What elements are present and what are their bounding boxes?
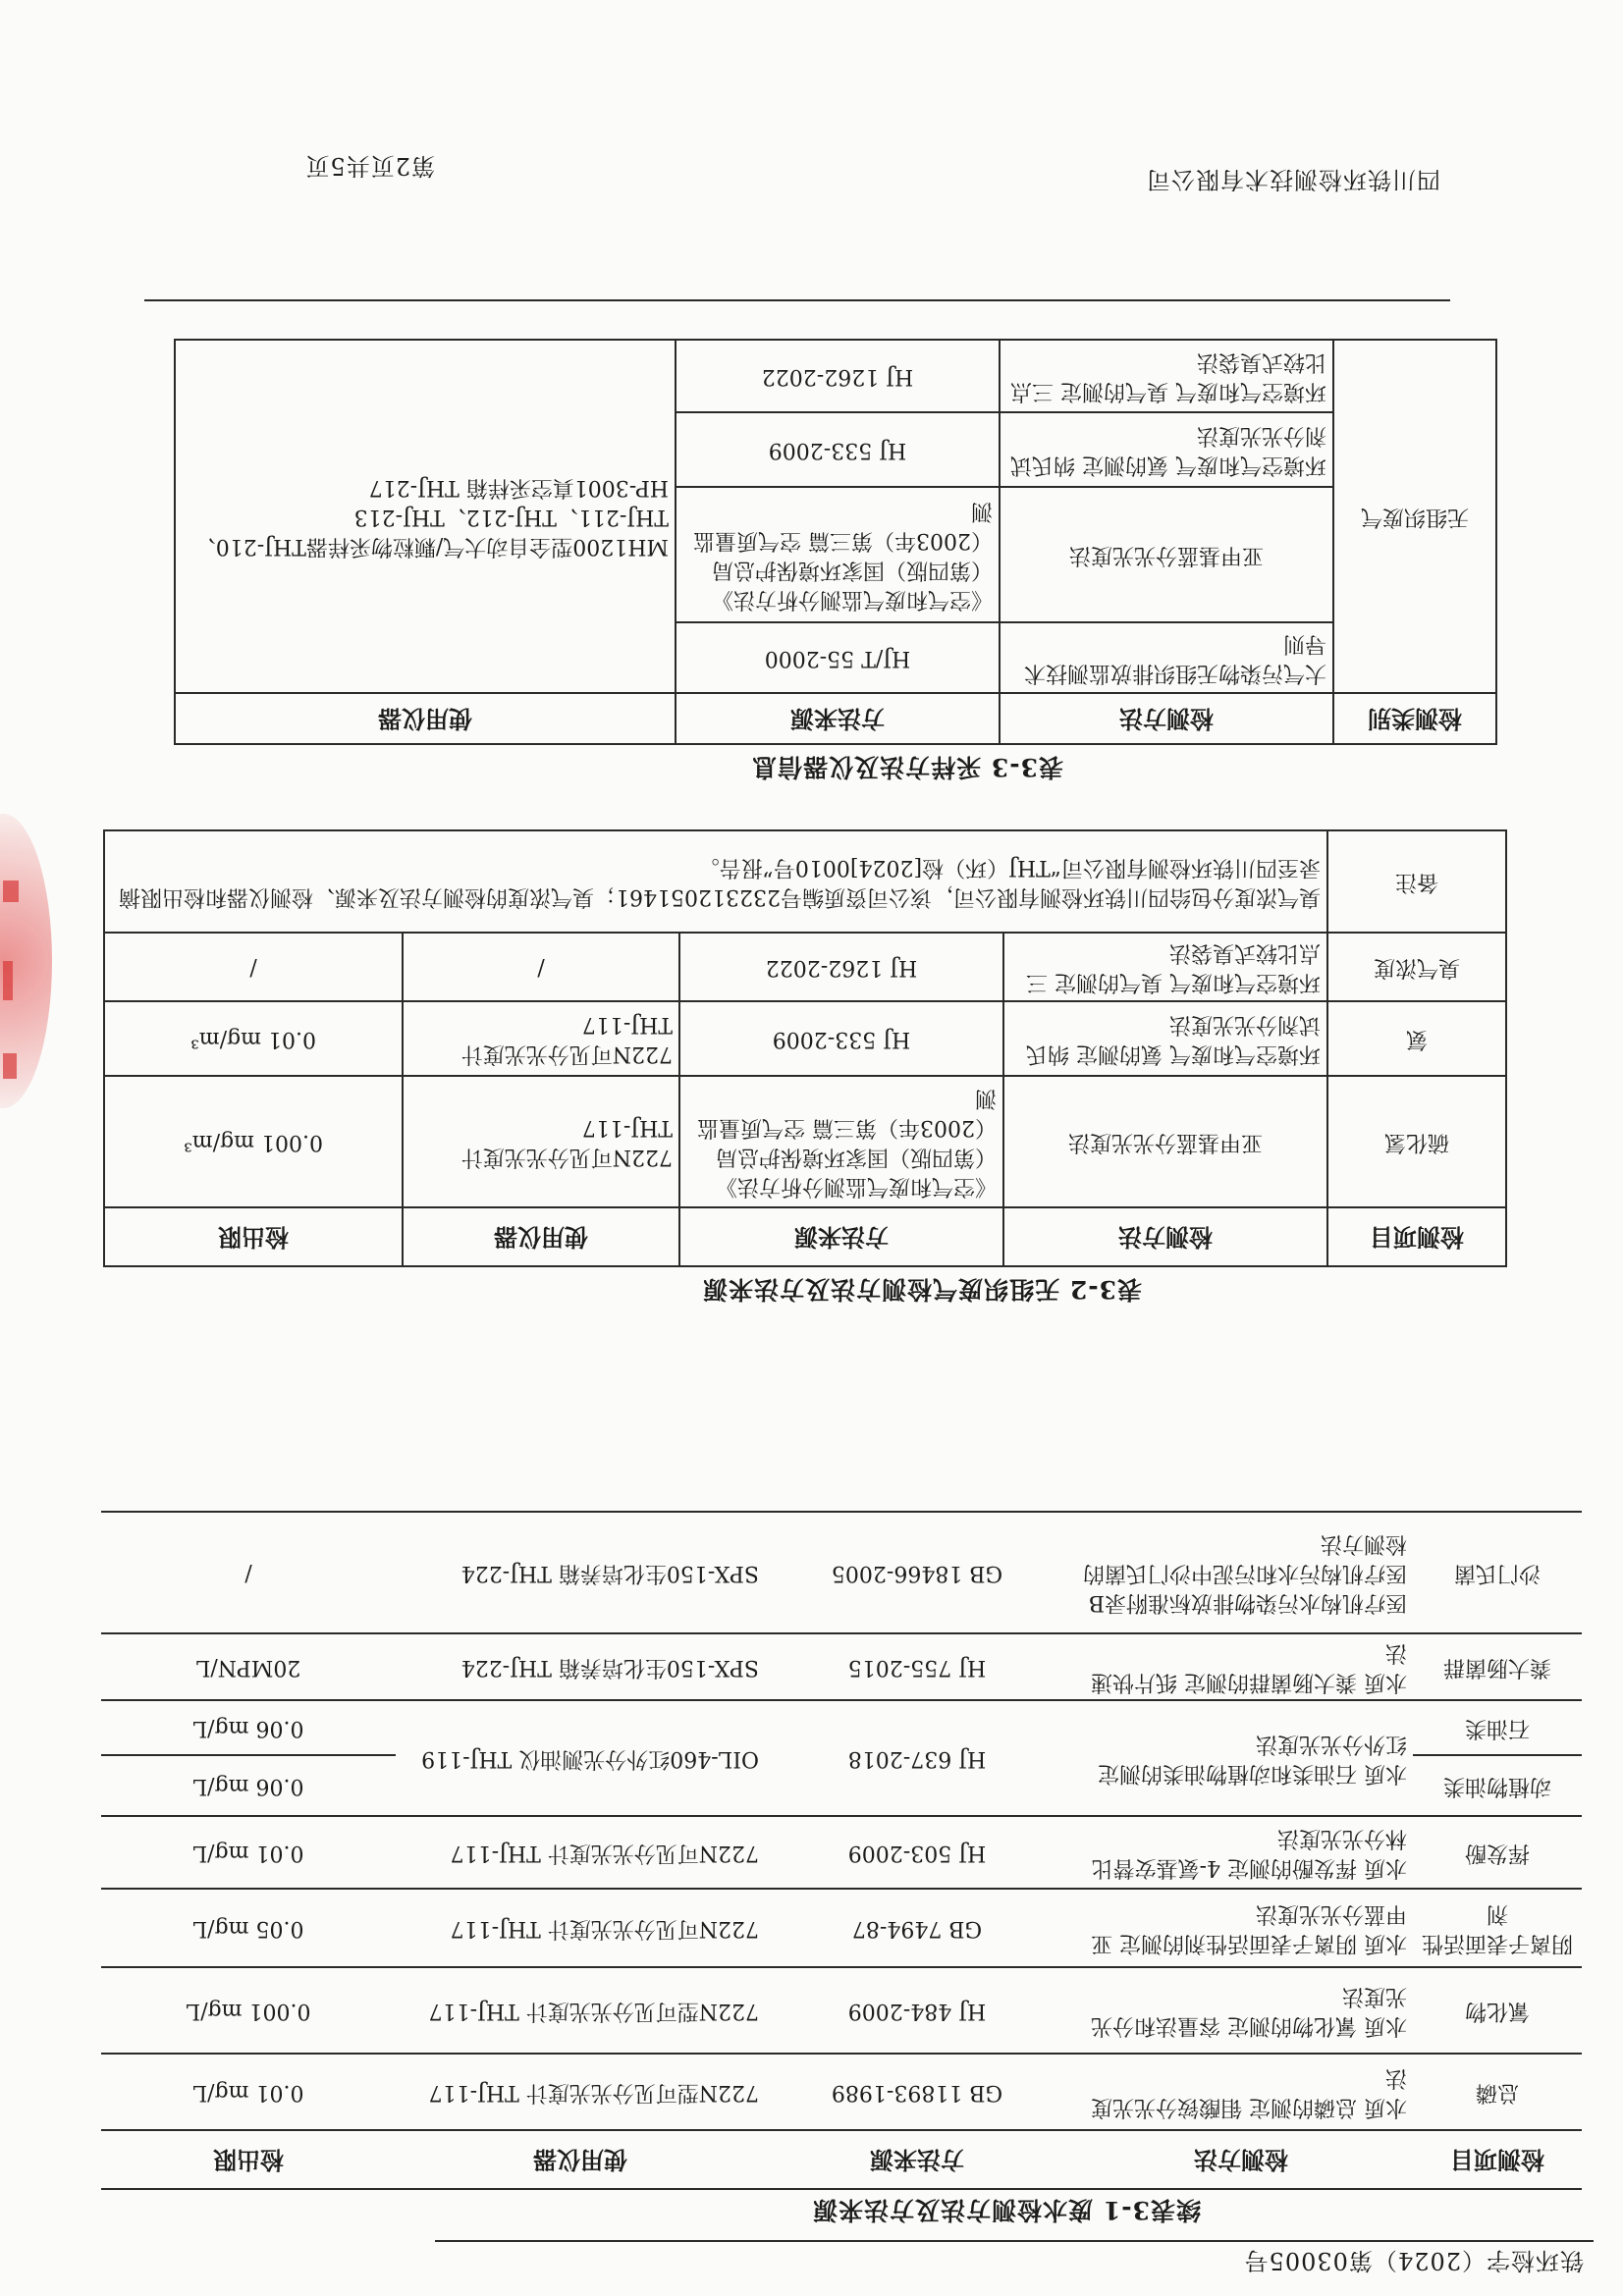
col-header: 检测方法 [1069,2130,1413,2189]
item-cell: 氨 [1327,1001,1506,1076]
col-header: 检出限 [104,1207,403,1266]
table-row [101,1889,1582,1967]
col-header: 检测项目 [1413,2130,1582,2189]
seal-mark [3,1053,17,1079]
item-cell: 粪大肠菌群 [1413,1633,1582,1700]
item-cell: 氰化物 [1413,1967,1582,2054]
source-cell: GB 18466-2005 [765,1512,1069,1633]
table3-caption: 表3-3 采样方法及仪器信息 [751,753,1063,781]
source-cell: 《空气和废气监测分析方法》（第四版）国家环境保护总局（2003年）第三篇 空气质量监测 [679,1076,1003,1207]
method-cell: 环境空气和废气 氨的测定 纳氏试剂分光光度法 [1003,1001,1327,1076]
instrument-cell: 722N可见分光光度计 THJ-117 [403,1001,679,1076]
limit-cell: 20MPN/L [101,1633,396,1700]
instrument-cell: / [403,933,679,1001]
item-cell: 沙门氏菌 [1413,1512,1582,1633]
method-cell: 水质 氰化物的测定 容量法和分光光度法 [1069,1967,1413,2054]
item-cell: 臭气浓度 [1327,933,1506,1001]
source-cell: HJ 533-2009 [679,1001,1003,1076]
col-header: 检测类别 [1333,693,1496,744]
instrument-cell: SPX-150生化培养箱 THJ-224 [396,1633,765,1700]
limit-cell: 0.01 mg/L [101,1816,396,1889]
table2 [103,829,1507,1267]
category-cell: 无组织废气 [1333,340,1496,693]
instrument-cell: 722N可见分光光度计 THJ-117 [396,1816,765,1889]
limit-cell: 0.06 mg/L [101,1700,396,1755]
source-cell: HJ 637-2018 [765,1700,1069,1816]
table3 [174,339,1497,745]
limit-cell: 0.01 mg/L [101,2054,396,2130]
col-header: 检测方法 [1003,1207,1327,1266]
table1 [101,1511,1582,2190]
table1-header-row [101,2130,1582,2189]
limit-cell: 0.01 mg/m³ [104,1001,403,1076]
source-cell: 《空气和废气监测分析方法》（第四版）国家环境保护总局（2003年）第三篇 空气质量监测 [676,487,1000,622]
method-cell: 环境空气和废气 臭气的测定 三点比较式臭袋法 [1003,933,1327,1001]
col-header: 方法来源 [676,693,1000,744]
method-cell: 水质 挥发酚的测定 4-氨基安替比林分光光度法 [1069,1816,1413,1889]
footer-rule [144,299,1450,301]
table-row [101,1967,1582,2054]
table2-caption: 表3-2 无组织废气检测方法及方法来源 [702,1275,1142,1304]
instrument-cell: 722N型可见分光光度计 THJ-117 [396,1967,765,2054]
instrument-cell: 722N型可见分光光度计 THJ-117 [396,2054,765,2130]
source-cell: HJ/T 55-2000 [676,622,1000,693]
method-cell: 水质 总磷的测定 钼酸铵分光光度法 [1069,2054,1413,2130]
table3-header-row [175,693,1496,744]
table-row [101,1816,1582,1889]
table-row [104,933,1506,1001]
method-cell: 医疗机构水污染物排放标准附录B医疗机构污水和污泥中沙门氏菌的检测方法 [1069,1512,1413,1633]
table-row [101,1512,1582,1633]
source-cell: GB 11893-1989 [765,2054,1069,2130]
method-cell: 大气污染物无组织排放监测技术导则 [1000,622,1333,693]
method-cell: 水质 石油类和动植物油类的测定 红外分光光度法 [1069,1700,1413,1816]
col-header: 使用仪器 [403,1207,679,1266]
method-cell: 亚甲基蓝分光光度法 [1000,487,1333,622]
remark-label: 备注 [1327,830,1506,933]
col-header: 使用仪器 [175,693,676,744]
remark-text: 臭气浓度分包给四川铁环检测有限公司，该公司资质编号232312051461；臭气浓度的检测方法及来源、检测仪器和检出限摘录至四川铁环检测有限公司“THJ（环）检[2024]0010号”报告。 [104,830,1327,933]
item-cell: 硫化氢 [1327,1076,1506,1207]
source-cell: HJ 503-2009 [765,1816,1069,1889]
col-header: 检测项目 [1327,1207,1506,1266]
item-cell: 阴离子表面活性剂 [1413,1889,1582,1967]
item-cell: 石油类 [1413,1700,1582,1755]
company-name: 四川铁环检测技术有限公司 [1146,166,1440,193]
source-cell: HJ 755-2015 [765,1633,1069,1700]
source-cell: HJ 533-2009 [676,412,1000,487]
source-cell: HJ 1262-2022 [676,340,1000,412]
col-header: 检测方法 [1000,693,1333,744]
table-row [101,1633,1582,1700]
method-cell: 亚甲基蓝分光光度法 [1003,1076,1327,1207]
limit-cell: 0.001 mg/L [101,1967,396,2054]
col-header: 检出限 [101,2130,396,2189]
item-cell: 动植物油类 [1413,1755,1582,1816]
method-cell: 水质 粪大肠菌群的测定 纸片快速法 [1069,1633,1413,1700]
instrument-cell: 722N可见分光光度计 THJ-117 [403,1076,679,1207]
table1-caption: 续表3-1 废水检测方法及方法来源 [812,2196,1201,2224]
limit-cell: 0.06 mg/L [101,1755,396,1816]
source-cell: HJ 484-2009 [765,1967,1069,2054]
item-cell: 挥发酚 [1413,1816,1582,1889]
limit-cell: / [101,1512,396,1633]
instrument-cell: 722N可见分光光度计 THJ-117 [396,1889,765,1967]
instrument-cell: SPX-150生化培养箱 THJ-224 [396,1512,765,1633]
item-cell: 总磷 [1413,2054,1582,2130]
table-row [101,2054,1582,2130]
instrument-cell: OIL-460红外分光测油仪 THJ-119 [396,1700,765,1816]
method-cell: 水质 阴离子表面活性剂的测定 亚甲蓝分光光度法 [1069,1889,1413,1967]
limit-cell: / [104,933,403,1001]
header-rule [435,2240,1594,2242]
col-header: 方法来源 [765,2130,1069,2189]
remark-row [104,830,1506,933]
method-cell: 环境空气和废气 氨的测定 纳氏试剂分光光度法 [1000,412,1333,487]
col-header: 方法来源 [679,1207,1003,1266]
table-row [104,1076,1506,1207]
table-row [101,1755,1582,1816]
seal-mark [3,881,19,902]
table-row [175,622,1496,693]
doc-number: 铁环检字（2024）第03005号 [1243,2247,1584,2274]
limit-cell: 0.001 mg/m³ [104,1076,403,1207]
limit-cell: 0.05 mg/L [101,1889,396,1967]
page-number: 第2页共5页 [304,152,435,180]
method-cell: 环境空气和废气 臭气的测定 三点比较式臭袋法 [1000,340,1333,412]
instrument-cell: MH1200型全自动大气/颗粒物采样器THJ-210、THJ-211、THJ-212、THJ-213 HP-3001真空采样箱 THJ-217 [175,340,676,693]
source-cell: HJ 1262-2022 [679,933,1003,1001]
col-header: 使用仪器 [396,2130,765,2189]
seal-mark [3,961,13,1000]
table2-header-row [104,1207,1506,1266]
table-row [104,1001,1506,1076]
source-cell: GB 7494-87 [765,1889,1069,1967]
